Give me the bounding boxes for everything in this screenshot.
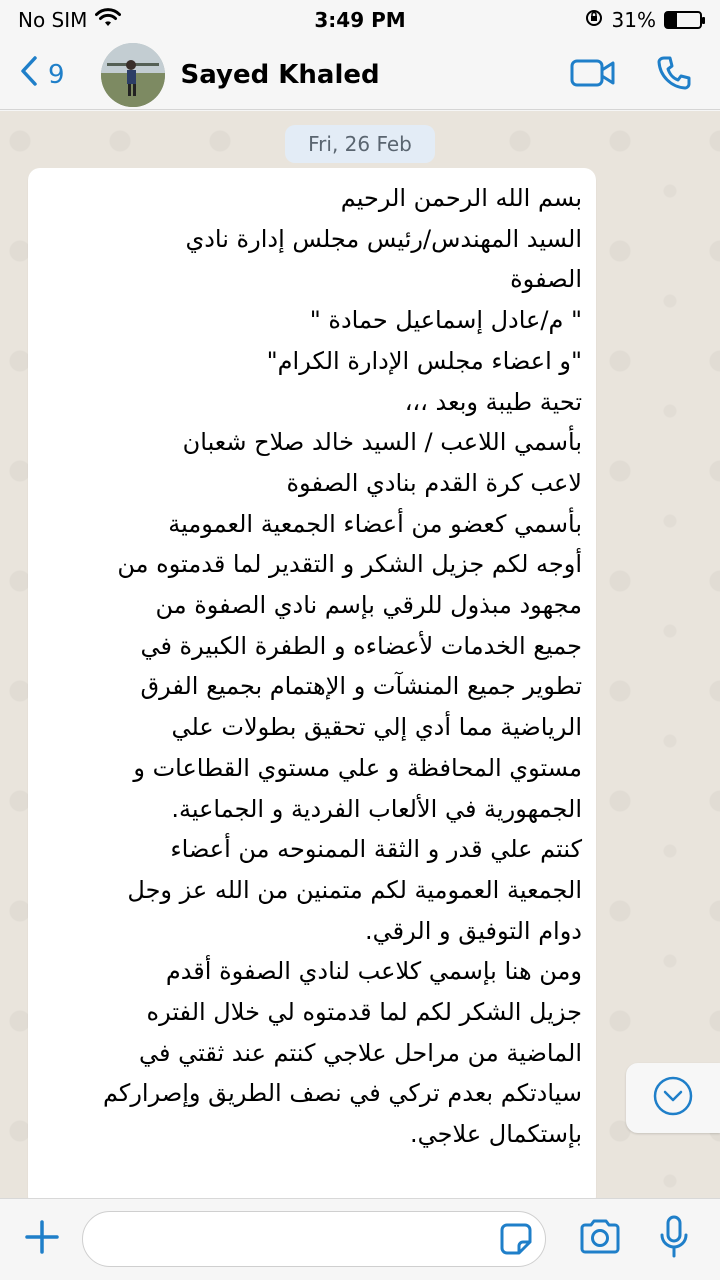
- microphone-icon: [659, 1215, 689, 1263]
- battery-fill: [666, 13, 677, 27]
- message-line: سيادتكم بعدم تركي في نصف الطريق وإصراركم: [102, 1079, 582, 1108]
- message-line: الماضية من مراحل علاجي كنتم عند ثقتي في: [138, 1038, 582, 1067]
- camera-icon: [578, 1218, 622, 1260]
- message-line: الجمهورية في الألعاب الفردية و الجماعية.: [171, 794, 582, 823]
- message-line: تطوير جميع المنشآت و الإهتمام بجميع الفرق: [140, 672, 582, 701]
- back-unread-count: 9: [48, 59, 65, 90]
- message-line: الجمعية العمومية لكم متمنين من الله عز وجل: [127, 875, 582, 904]
- plus-icon: [24, 1219, 60, 1259]
- message-bubble[interactable]: [28, 168, 596, 1198]
- message-line: "و اعضاء مجلس الإدارة الكرام": [266, 346, 582, 375]
- battery-percent: 31%: [611, 8, 656, 32]
- input-bar: [0, 1198, 720, 1280]
- message-line: أوجه لكم جزيل الشكر و التقدير لما قدمتوه من: [117, 550, 582, 579]
- message-line: مجهود مبذول للرقي بإسم نادي الصفوة من: [155, 591, 582, 620]
- message-line: الصفوة: [510, 265, 582, 294]
- message-line: دوام التوفيق و الرقي.: [365, 916, 582, 945]
- contact-name[interactable]: Sayed Khaled: [180, 59, 380, 90]
- status-time: 3:49 PM: [314, 8, 406, 32]
- chat-header: [0, 40, 720, 110]
- phone-call-icon[interactable]: [656, 55, 692, 95]
- orientation-lock-icon: [584, 8, 604, 33]
- message-line: بأسمي اللاعب / السيد خالد صلاح شعبان: [182, 428, 582, 457]
- date-separator: Fri, 26 Feb: [285, 125, 435, 163]
- chevron-left-icon: [20, 55, 38, 94]
- message-line: " م/عادل إسماعيل حمادة ": [309, 306, 582, 335]
- message-line: جزيل الشكر لكم لما قدمتوه لي خلال الفتره: [146, 998, 582, 1027]
- status-left: [18, 8, 121, 33]
- video-call-icon[interactable]: [570, 57, 616, 93]
- header-actions: [570, 55, 700, 95]
- attach-button[interactable]: [22, 1219, 62, 1259]
- carrier-label: No SIM: [18, 8, 88, 32]
- message-line: بسم الله الرحمن الرحيم: [340, 184, 582, 212]
- chevron-down-circle-icon: [652, 1075, 694, 1121]
- chat-area[interactable]: [0, 111, 720, 1198]
- sticker-icon: [499, 1222, 533, 1260]
- message-line: تحية طيبة وبعد ،،،: [404, 387, 582, 416]
- message-line: ومن هنا بإسمي كلاعب لنادي الصفوة أقدم: [165, 957, 582, 986]
- scroll-to-bottom-button[interactable]: [626, 1063, 720, 1133]
- message-line: مستوي المحافظة و علي مستوي القطاعات و: [133, 753, 582, 782]
- message-line: الرياضية مما أدي إلي تحقيق بطولات علي: [171, 713, 582, 742]
- message-line: كنتم علي قدر و الثقة الممنوحه من أعضاء: [170, 835, 582, 864]
- camera-button[interactable]: [576, 1217, 624, 1261]
- message-line: بإستكمال علاجي.: [410, 1120, 582, 1149]
- battery-icon: [664, 11, 702, 29]
- avatar[interactable]: [101, 43, 165, 107]
- sticker-button[interactable]: [496, 1221, 536, 1261]
- wifi-icon: [95, 8, 121, 33]
- avatar-image: [101, 43, 165, 107]
- status-bar: [0, 0, 720, 40]
- voice-message-button[interactable]: [654, 1215, 694, 1263]
- message-line: بأسمي كعضو من أعضاء الجمعية العمومية: [168, 509, 582, 538]
- message-line: السيد المهندس/رئيس مجلس إدارة نادي: [185, 224, 582, 253]
- message-line: جميع الخدمات لأعضاءه و الطفرة الكبيرة في: [140, 631, 582, 660]
- back-button[interactable]: [20, 55, 65, 94]
- message-input[interactable]: [82, 1211, 546, 1267]
- status-right: [584, 8, 702, 33]
- message-line: لاعب كرة القدم بنادي الصفوة: [286, 468, 582, 497]
